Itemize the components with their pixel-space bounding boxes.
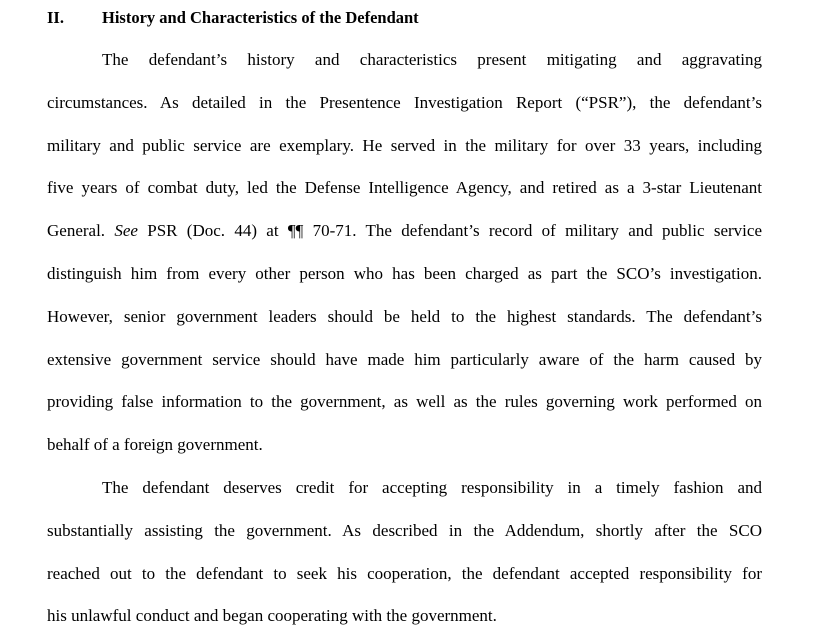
paragraph-1-line-4: five years of combat duty, led the Defense Intelligence Agency, and retired as a 3-star Lieutenant: [47, 178, 762, 197]
paragraph-1-line-10: behalf of a foreign government.: [47, 435, 263, 454]
paragraph-1-line-8: extensive government service should have made him particularly aware of the harm caused by: [47, 350, 762, 369]
paragraph-2-line-4: his unlawful conduct and began cooperating with the government.: [47, 606, 497, 625]
section-title: History and Characteristics of the Defendant: [102, 8, 419, 27]
paragraph-1-line-1: The defendant’s history and characteristics present mitigating and aggravating: [102, 50, 762, 69]
section-number: II.: [47, 8, 64, 27]
paragraph-1-line-9: providing false information to the government, as well as the rules governing work performed on: [47, 392, 762, 411]
paragraph-1-line-6: distinguish him from every other person who has been charged as part the SCO’s investigation.: [47, 264, 762, 283]
paragraph-1-line-2: circumstances. As detailed in the Presentence Investigation Report (“PSR”), the defendant’s: [47, 93, 762, 112]
paragraph-2-line-1: The defendant deserves credit for accepting responsibility in a timely fashion and: [102, 478, 762, 497]
paragraph-1-line-3: military and public service are exemplary. He served in the military for over 33 years, including: [47, 136, 762, 155]
section-heading: [47, 6, 419, 30]
paragraph-1-line-5: [47, 219, 762, 243]
paragraph-2-line-2: substantially assisting the government. As described in the Addendum, shortly after the SCO: [47, 521, 762, 540]
psr-citation-text: PSR (Doc. 44) at ¶¶ 70-71. The defendant’s record of military and public service: [137, 221, 762, 240]
paragraph-2-line-3: reached out to the defendant to seek his cooperation, the defendant accepted responsibility for: [47, 564, 762, 583]
paragraph-1-line-7: However, senior government leaders should be held to the highest standards. The defendant’s: [47, 307, 762, 326]
general-text: General.: [47, 221, 115, 240]
see-signal: See: [114, 221, 138, 240]
